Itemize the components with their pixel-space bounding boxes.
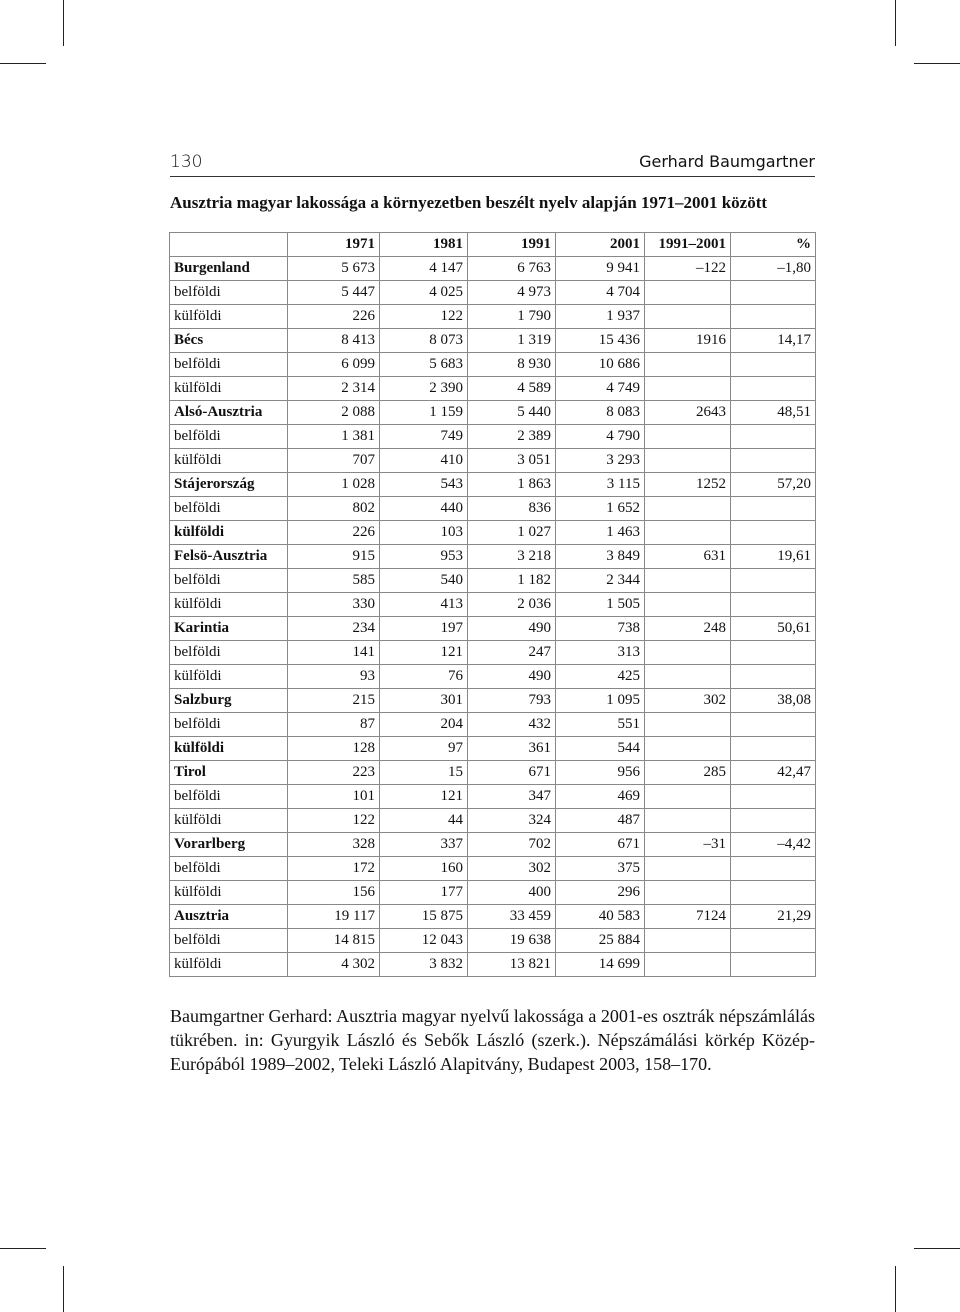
crop-mark (0, 1248, 46, 1249)
table-cell (645, 665, 731, 689)
table-cell: 6 099 (288, 353, 380, 377)
table-cell: 487 (556, 809, 645, 833)
crop-mark (63, 0, 64, 46)
table-cell: 5 447 (288, 281, 380, 305)
table-cell: 1 319 (468, 329, 556, 353)
table-cell: 432 (468, 713, 556, 737)
table-cell: 585 (288, 569, 380, 593)
table-cell: 953 (380, 545, 468, 569)
table-cell: 707 (288, 449, 380, 473)
table-cell: 361 (468, 737, 556, 761)
table-cell (731, 449, 816, 473)
row-label: Burgenland (170, 257, 288, 281)
table-cell: 5 440 (468, 401, 556, 425)
row-label: Karintia (170, 617, 288, 641)
table-cell: 122 (288, 809, 380, 833)
table-cell: 226 (288, 305, 380, 329)
table-cell (645, 737, 731, 761)
row-label: Felsö-Ausztria (170, 545, 288, 569)
table-cell: 93 (288, 665, 380, 689)
table-cell (731, 881, 816, 905)
table-cell: 302 (645, 689, 731, 713)
table-cell (645, 449, 731, 473)
table-cell: 226 (288, 521, 380, 545)
table-cell: 540 (380, 569, 468, 593)
table-cell: –31 (645, 833, 731, 857)
table-cell: 3 832 (380, 953, 468, 977)
table-cell: 671 (468, 761, 556, 785)
table-cell (645, 641, 731, 665)
table-row (170, 689, 816, 713)
table-row (170, 305, 816, 329)
column-header: 2001 (556, 233, 645, 257)
table-cell: 2 088 (288, 401, 380, 425)
row-label: belföldi (170, 281, 288, 305)
table-row (170, 761, 816, 785)
row-label: külföldi (170, 305, 288, 329)
table-cell (731, 809, 816, 833)
table-cell: 440 (380, 497, 468, 521)
crop-mark (895, 1266, 896, 1312)
table-cell: 702 (468, 833, 556, 857)
table-cell (731, 497, 816, 521)
table-row (170, 257, 816, 281)
table-cell: –122 (645, 257, 731, 281)
table-cell: 836 (468, 497, 556, 521)
table-cell: 4 589 (468, 377, 556, 401)
table-cell (731, 377, 816, 401)
table-cell (645, 521, 731, 545)
table-row (170, 497, 816, 521)
row-label: Bécs (170, 329, 288, 353)
table-cell: 328 (288, 833, 380, 857)
table-cell: 915 (288, 545, 380, 569)
row-label: külföldi (170, 521, 288, 545)
table-row (170, 449, 816, 473)
row-label: belföldi (170, 425, 288, 449)
table-cell: 1 095 (556, 689, 645, 713)
table-cell: 38,08 (731, 689, 816, 713)
column-header: 1991 (468, 233, 556, 257)
table-cell (731, 953, 816, 977)
table-cell: 33 459 (468, 905, 556, 929)
table-cell: –1,80 (731, 257, 816, 281)
table-cell: 5 683 (380, 353, 468, 377)
table-cell: 8 083 (556, 401, 645, 425)
table-cell (731, 785, 816, 809)
table-cell (731, 569, 816, 593)
table-cell: 551 (556, 713, 645, 737)
table-row (170, 857, 816, 881)
row-label: külföldi (170, 593, 288, 617)
table-cell (645, 785, 731, 809)
table-cell: 347 (468, 785, 556, 809)
table-cell: 10 686 (556, 353, 645, 377)
table-cell: 234 (288, 617, 380, 641)
crop-mark (63, 1266, 64, 1312)
table-cell: 324 (468, 809, 556, 833)
table-cell: 1 027 (468, 521, 556, 545)
table-cell: 1 505 (556, 593, 645, 617)
row-label: belföldi (170, 497, 288, 521)
table-cell: 50,61 (731, 617, 816, 641)
column-header: 1971 (288, 233, 380, 257)
table-cell: 8 930 (468, 353, 556, 377)
row-label: belföldi (170, 857, 288, 881)
table-cell (645, 281, 731, 305)
table-cell (731, 929, 816, 953)
table-row (170, 353, 816, 377)
table-cell: 2643 (645, 401, 731, 425)
table-cell (731, 641, 816, 665)
table-cell: 302 (468, 857, 556, 881)
table-cell (645, 929, 731, 953)
table-cell (731, 353, 816, 377)
table-cell: 15 (380, 761, 468, 785)
table-cell: 3 849 (556, 545, 645, 569)
table-cell: 42,47 (731, 761, 816, 785)
table-cell: 1 790 (468, 305, 556, 329)
column-header: % (731, 233, 816, 257)
table-cell: 3 218 (468, 545, 556, 569)
table-cell (645, 425, 731, 449)
table-cell: 204 (380, 713, 468, 737)
table-cell: 956 (556, 761, 645, 785)
table-cell: 19 117 (288, 905, 380, 929)
table-cell: 25 884 (556, 929, 645, 953)
table-cell (731, 713, 816, 737)
table-row (170, 329, 816, 353)
page-header (170, 150, 815, 177)
running-head: Gerhard Baumgartner (639, 152, 815, 171)
table-cell: 21,29 (731, 905, 816, 929)
table-cell: 14 699 (556, 953, 645, 977)
row-label: külföldi (170, 881, 288, 905)
table-body (170, 257, 816, 977)
table-row (170, 545, 816, 569)
table-cell: 1 028 (288, 473, 380, 497)
row-label: külföldi (170, 737, 288, 761)
table-cell: 76 (380, 665, 468, 689)
table-cell: 4 025 (380, 281, 468, 305)
table-cell: 8 073 (380, 329, 468, 353)
row-label: belföldi (170, 353, 288, 377)
row-label: külföldi (170, 449, 288, 473)
table-row (170, 521, 816, 545)
table-cell: 1 182 (468, 569, 556, 593)
crop-mark (914, 63, 960, 64)
table-cell: 121 (380, 785, 468, 809)
table-row (170, 593, 816, 617)
table-row (170, 809, 816, 833)
table-cell: 223 (288, 761, 380, 785)
table-cell (731, 425, 816, 449)
table-header-row (170, 233, 816, 257)
row-label: Salzburg (170, 689, 288, 713)
table-cell: 19 638 (468, 929, 556, 953)
table-cell: 410 (380, 449, 468, 473)
table-row (170, 617, 816, 641)
table-row (170, 713, 816, 737)
table-row (170, 281, 816, 305)
table-cell: 44 (380, 809, 468, 833)
table-cell: 3 051 (468, 449, 556, 473)
table-cell: 1 381 (288, 425, 380, 449)
table-cell: 2 390 (380, 377, 468, 401)
table-cell: 285 (645, 761, 731, 785)
table-cell (645, 497, 731, 521)
table-cell: 4 302 (288, 953, 380, 977)
table-row (170, 377, 816, 401)
table-cell: 2 389 (468, 425, 556, 449)
table-cell: 671 (556, 833, 645, 857)
table-cell: 5 673 (288, 257, 380, 281)
table-cell: 19,61 (731, 545, 816, 569)
table-cell (731, 737, 816, 761)
row-label: belföldi (170, 785, 288, 809)
row-label: külföldi (170, 953, 288, 977)
table-cell: 749 (380, 425, 468, 449)
row-label: belföldi (170, 641, 288, 665)
table-cell: 172 (288, 857, 380, 881)
table-cell (645, 713, 731, 737)
table-row (170, 833, 816, 857)
table-cell: 793 (468, 689, 556, 713)
table-cell: 1 463 (556, 521, 645, 545)
table-cell: 15 875 (380, 905, 468, 929)
table-cell: 4 147 (380, 257, 468, 281)
table-cell: 296 (556, 881, 645, 905)
table-cell (731, 521, 816, 545)
row-label: külföldi (170, 809, 288, 833)
table-cell: 490 (468, 617, 556, 641)
table-cell: 543 (380, 473, 468, 497)
column-header: 1991–2001 (645, 233, 731, 257)
table-cell: 301 (380, 689, 468, 713)
population-table (169, 232, 816, 977)
source-note: Baumgartner Gerhard: Ausztria magyar nyelvű lakossága a 2001-es osztrák népszámlálás tükrében. in: Gyurgyik László és Sebők László (szerk.). Népszámálási körkép Közép-Európából 1989–2002, Teleki László Alapitvány, Budapest 2003, 158–170. (170, 1006, 815, 1074)
table-cell: 425 (556, 665, 645, 689)
row-label: belföldi (170, 713, 288, 737)
row-label: Tirol (170, 761, 288, 785)
table-cell (645, 353, 731, 377)
table-row (170, 641, 816, 665)
table-cell: 87 (288, 713, 380, 737)
table-cell: 1916 (645, 329, 731, 353)
row-label: Alsó-Ausztria (170, 401, 288, 425)
table-cell: 128 (288, 737, 380, 761)
table-cell: 738 (556, 617, 645, 641)
row-label: belföldi (170, 569, 288, 593)
table-cell: 1 652 (556, 497, 645, 521)
table-cell (731, 857, 816, 881)
table-cell: 13 821 (468, 953, 556, 977)
table-cell: 2 036 (468, 593, 556, 617)
table-cell: 197 (380, 617, 468, 641)
table-cell: 313 (556, 641, 645, 665)
table-cell: 122 (380, 305, 468, 329)
table-cell: 101 (288, 785, 380, 809)
crop-mark (914, 1248, 960, 1249)
row-label: Stájerország (170, 473, 288, 497)
table-cell: 1 159 (380, 401, 468, 425)
table-cell: 248 (645, 617, 731, 641)
table-cell (645, 881, 731, 905)
table-cell: 14 815 (288, 929, 380, 953)
column-header: 1981 (380, 233, 468, 257)
table-row (170, 929, 816, 953)
table-cell (645, 857, 731, 881)
table-cell: 4 749 (556, 377, 645, 401)
table-cell: 215 (288, 689, 380, 713)
table-row (170, 473, 816, 497)
table-cell: 160 (380, 857, 468, 881)
table-cell: 177 (380, 881, 468, 905)
table-title: Ausztria magyar lakossága a környezetben beszélt nyelv alapján 1971–2001 között (170, 193, 768, 212)
table-row (170, 425, 816, 449)
table-cell: 3 115 (556, 473, 645, 497)
table-cell: 141 (288, 641, 380, 665)
row-label: külföldi (170, 665, 288, 689)
crop-mark (895, 0, 896, 46)
table-cell: 40 583 (556, 905, 645, 929)
table-cell (731, 281, 816, 305)
table-cell: 802 (288, 497, 380, 521)
table-cell: 337 (380, 833, 468, 857)
table-cell: 330 (288, 593, 380, 617)
row-label: belföldi (170, 929, 288, 953)
table-cell: 2 344 (556, 569, 645, 593)
table-cell: 1252 (645, 473, 731, 497)
row-label: Vorarlberg (170, 833, 288, 857)
table-cell: 4 704 (556, 281, 645, 305)
table-cell: 57,20 (731, 473, 816, 497)
table-row (170, 401, 816, 425)
row-label: külföldi (170, 377, 288, 401)
table-cell: 1 937 (556, 305, 645, 329)
table-cell (645, 377, 731, 401)
table-cell: 9 941 (556, 257, 645, 281)
table-cell: 97 (380, 737, 468, 761)
table-cell: 2 314 (288, 377, 380, 401)
table-cell: 3 293 (556, 449, 645, 473)
table-cell: 7124 (645, 905, 731, 929)
table-cell: 156 (288, 881, 380, 905)
table-cell: 413 (380, 593, 468, 617)
table-cell (645, 593, 731, 617)
table-cell: 121 (380, 641, 468, 665)
table-cell: 48,51 (731, 401, 816, 425)
table-cell: 103 (380, 521, 468, 545)
table-cell: 14,17 (731, 329, 816, 353)
table-cell (645, 953, 731, 977)
table-cell: 490 (468, 665, 556, 689)
table-row (170, 953, 816, 977)
table-row (170, 881, 816, 905)
table-cell (731, 305, 816, 329)
table-cell: 469 (556, 785, 645, 809)
table-cell: 6 763 (468, 257, 556, 281)
table-row (170, 665, 816, 689)
table-cell: 15 436 (556, 329, 645, 353)
table-row (170, 905, 816, 929)
table-cell: 375 (556, 857, 645, 881)
table-row (170, 785, 816, 809)
table-cell (731, 665, 816, 689)
table-cell: 12 043 (380, 929, 468, 953)
table-cell: 4 973 (468, 281, 556, 305)
table-cell: –4,42 (731, 833, 816, 857)
table-cell: 4 790 (556, 425, 645, 449)
crop-mark (0, 63, 46, 64)
table-cell (645, 569, 731, 593)
row-label: Ausztria (170, 905, 288, 929)
table-cell: 631 (645, 545, 731, 569)
table-cell (645, 305, 731, 329)
table-cell: 544 (556, 737, 645, 761)
table-cell: 1 863 (468, 473, 556, 497)
table-cell (645, 809, 731, 833)
page-number: 130 (170, 152, 203, 172)
table-row (170, 737, 816, 761)
table-cell (731, 593, 816, 617)
table-cell: 8 413 (288, 329, 380, 353)
table-cell: 400 (468, 881, 556, 905)
table-row (170, 569, 816, 593)
column-header (170, 233, 288, 257)
table-cell: 247 (468, 641, 556, 665)
